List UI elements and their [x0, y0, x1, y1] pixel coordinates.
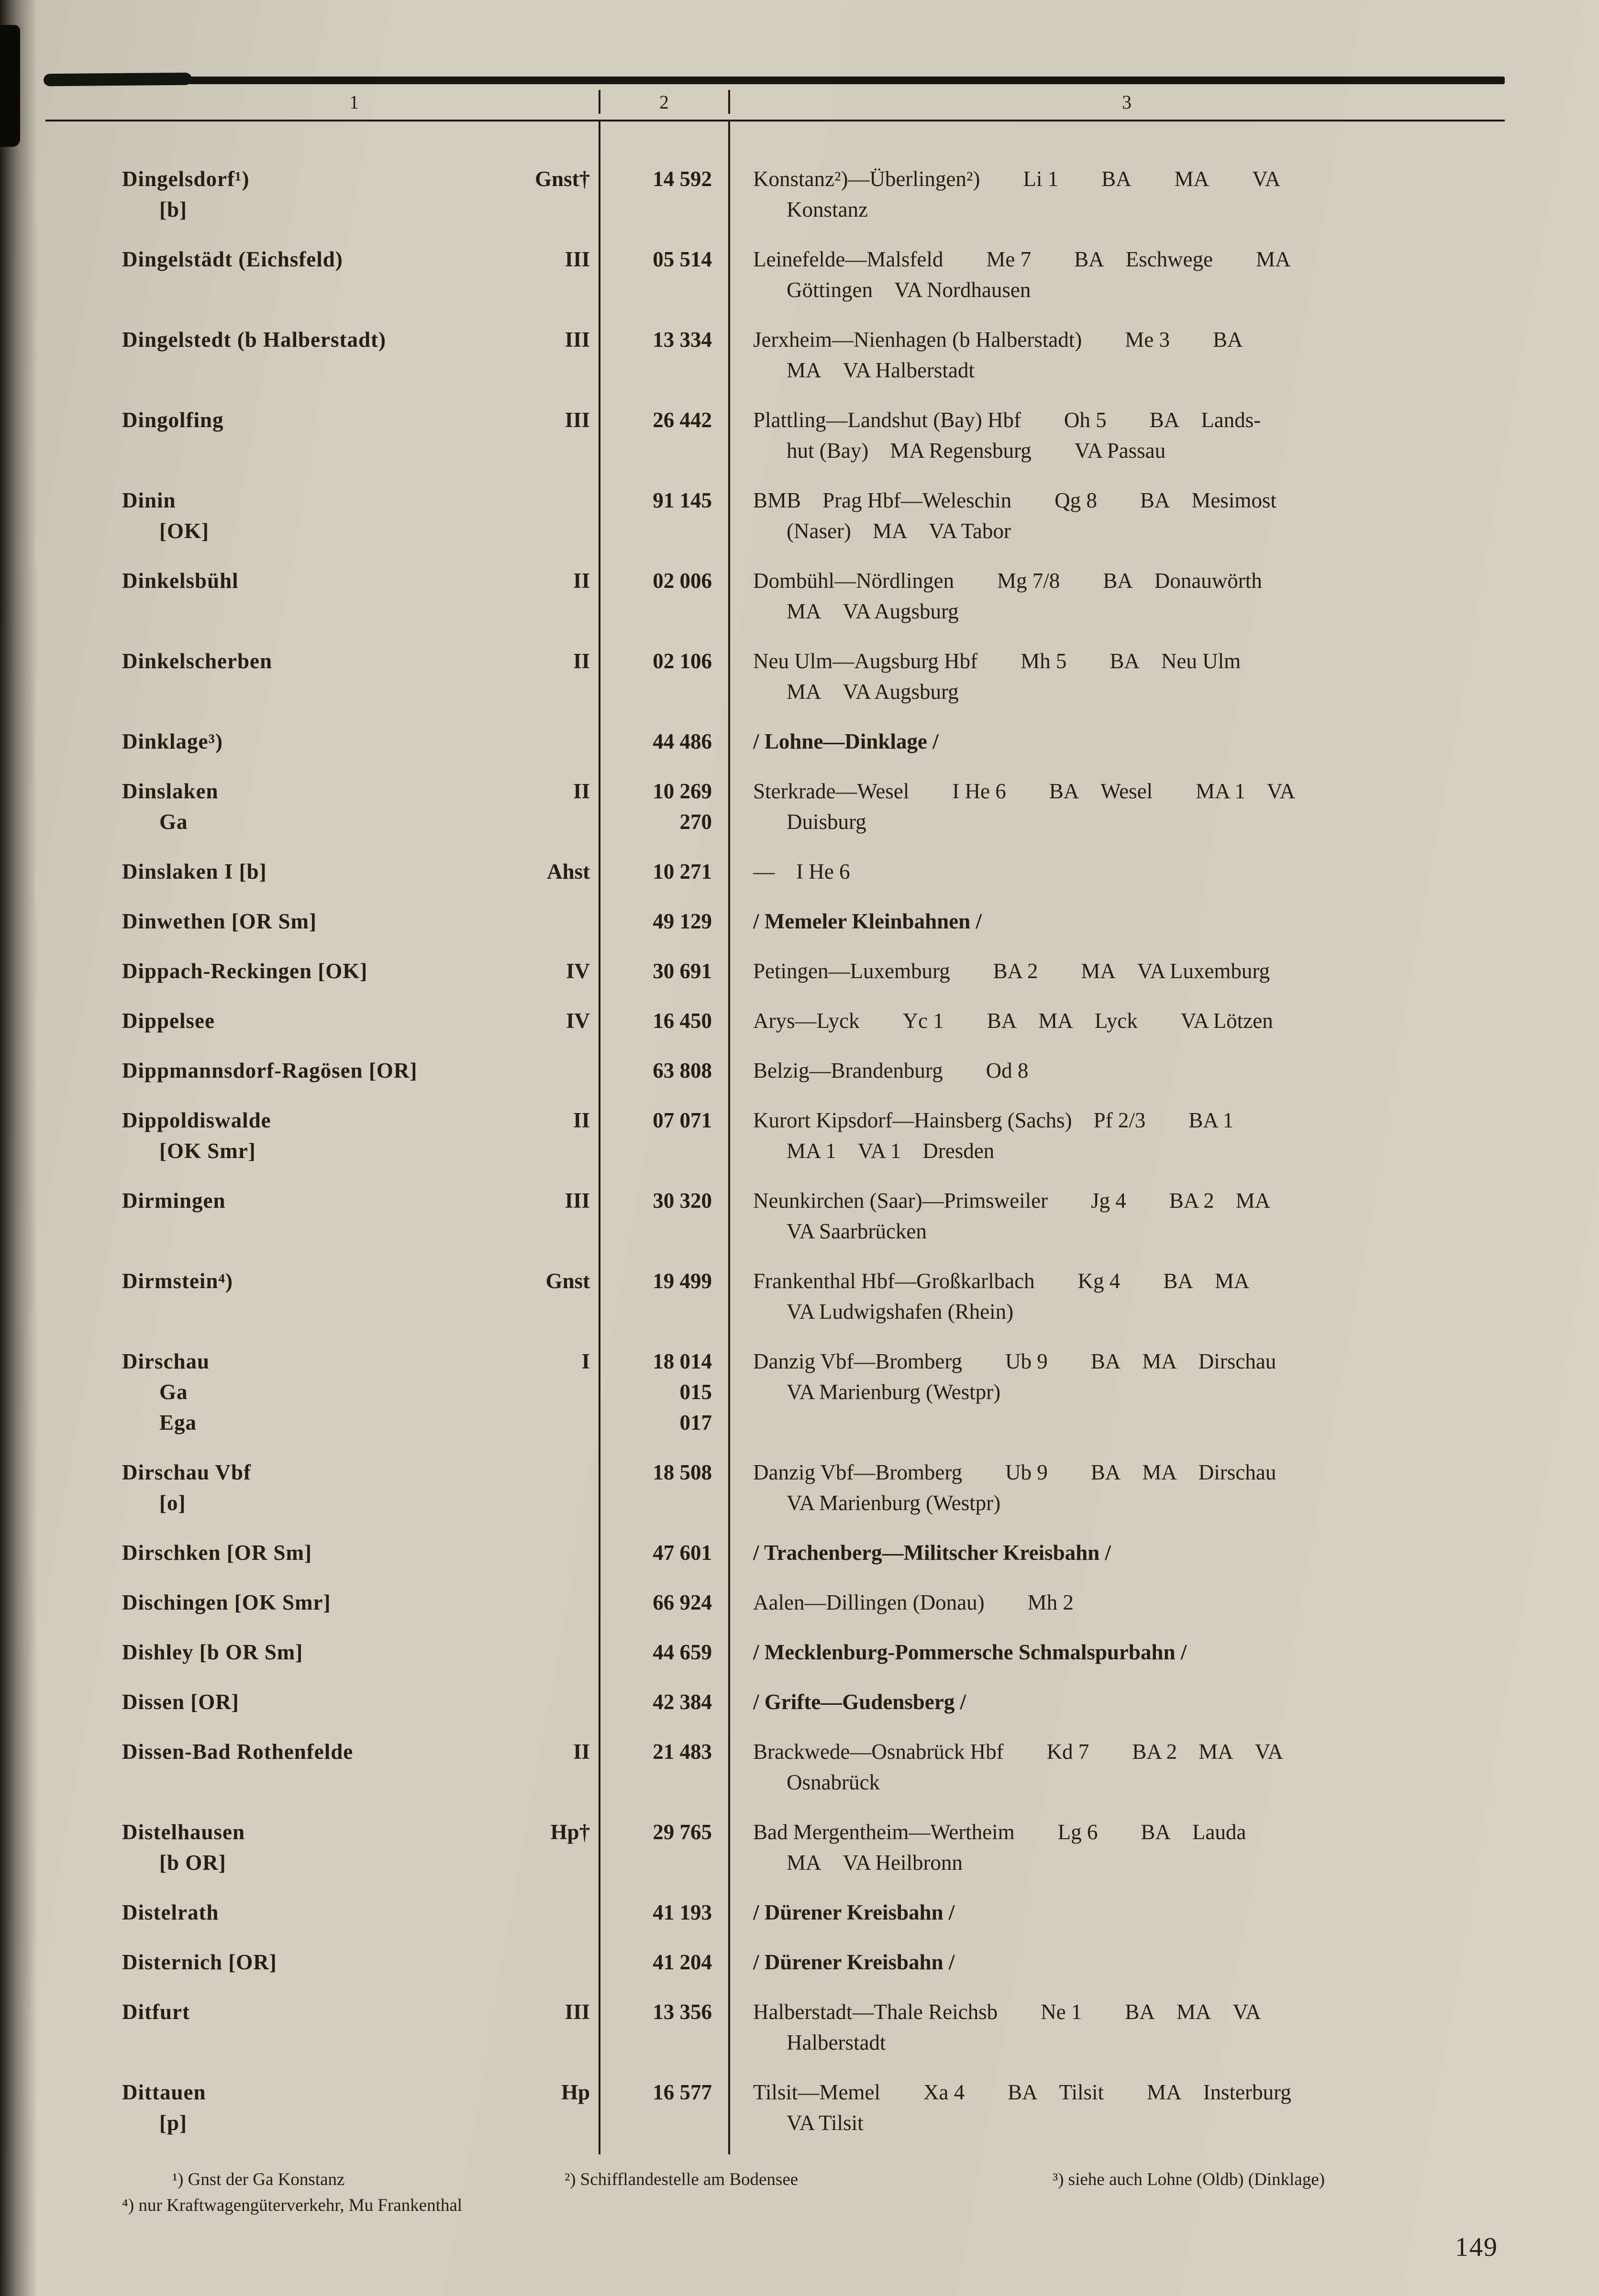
station-row: [45, 1005, 1505, 1036]
station-class: Gnst: [545, 1269, 590, 1293]
station-route: BMB Prag Hbf—Weleschin Qg 8 BA Mesimost (Naser) MA VA Tabor: [753, 488, 1277, 543]
station-name: Dinslaken I [b]: [122, 860, 267, 883]
footnotes: [45, 2168, 1505, 2224]
column-labels: [45, 84, 1505, 120]
station-class: [590, 1537, 600, 1568]
station-number: 66 924: [653, 1590, 712, 1614]
station-number: 29 765: [653, 1820, 712, 1844]
column-divider: [599, 121, 600, 2154]
name-class-cell: [122, 1637, 600, 1667]
station-row: [45, 2077, 1505, 2138]
station-route: Konstanz²)—Überlingen²) Li 1 BA MA VA Konstanz: [753, 167, 1281, 221]
station-number: 63 808: [653, 1059, 712, 1082]
station-route: Halberstadt—Thale Reichsb Ne 1 BA MA VA Halberstadt: [753, 2000, 1261, 2054]
name-class-cell: [122, 164, 600, 225]
station-row: [45, 956, 1505, 986]
station-row: [45, 1736, 1505, 1798]
station-route: Frankenthal Hbf—Großkarlbach Kg 4 BA MA VA Ludwigshafen (Rhein): [753, 1269, 1250, 1324]
station-name: Dinkelsbühl: [122, 569, 239, 593]
station-name: Dippelsee: [122, 1009, 215, 1033]
station-name: Dishley [b OR Sm]: [122, 1640, 303, 1664]
station-class: [590, 1947, 600, 1977]
station-name: Dirmingen: [122, 1189, 226, 1213]
station-number: 07 071: [653, 1108, 712, 1132]
station-row: [45, 1687, 1505, 1717]
col-label-1: 1: [349, 91, 359, 113]
header-separator: [599, 90, 600, 114]
station-route: Arys—Lyck Yc 1 BA MA Lyck VA Lötzen: [753, 1009, 1273, 1033]
station-number: 18 014 015 017: [653, 1349, 712, 1435]
station-name: Dittauen [p]: [122, 2080, 206, 2135]
station-number: 30 691: [653, 959, 712, 983]
table-header: [45, 77, 1505, 121]
station-number: 44 486: [653, 729, 712, 753]
column-divider: [728, 121, 730, 2154]
station-name: Dinkelscherben: [122, 649, 273, 673]
station-class: II: [573, 569, 590, 593]
station-class: [590, 906, 600, 937]
station-route: / Dürener Kreisbahn /: [753, 1950, 955, 1974]
station-name: Distelrath: [122, 1900, 219, 1924]
station-row: [45, 405, 1505, 466]
col-label-3: 3: [1122, 91, 1132, 113]
station-class: II: [573, 1740, 590, 1764]
station-class: [590, 1687, 600, 1717]
station-number: 41 193: [653, 1900, 712, 1924]
station-row: [45, 1346, 1505, 1438]
station-route: Dombühl—Nördlingen Mg 7/8 BA Donauwörth MA VA Augsburg: [753, 569, 1262, 623]
station-route: — I He 6: [753, 860, 850, 883]
station-number: 49 129: [653, 909, 712, 933]
station-route: / Mecklenburg-Pommersche Schmalspurbahn /: [753, 1640, 1187, 1664]
station-name: Dinin [OK]: [122, 488, 209, 543]
station-number: 41 204: [653, 1950, 712, 1974]
station-route: Danzig Vbf—Bromberg Ub 9 BA MA Dirschau VA Marienburg (Westpr): [753, 1460, 1277, 1515]
station-class: III: [565, 328, 590, 352]
name-class-cell: [122, 906, 600, 937]
station-number: 42 384: [653, 1690, 712, 1714]
name-class-cell: [122, 1266, 600, 1327]
station-route: Tilsit—Memel Xa 4 BA Tilsit MA Insterburg VA Tilsit: [753, 2080, 1291, 2135]
name-class-cell: [122, 1997, 600, 2058]
station-number: 18 508: [653, 1460, 712, 1484]
station-class: [590, 1897, 600, 1928]
station-route: Belzig—Brandenburg Od 8: [753, 1059, 1029, 1082]
station-row: [45, 1537, 1505, 1568]
station-row: [45, 164, 1505, 225]
station-row: [45, 1897, 1505, 1928]
station-class: III: [565, 247, 590, 271]
name-class-cell: [122, 1185, 600, 1247]
station-class: III: [565, 408, 590, 432]
name-class-cell: [122, 485, 600, 546]
station-route: Kurort Kipsdorf—Hainsberg (Sachs) Pf 2/3 BA 1 MA 1 VA 1 Dresden: [753, 1108, 1234, 1163]
station-class: III: [565, 2000, 590, 2024]
col-label-2: 2: [659, 91, 669, 113]
station-number: 05 514: [653, 247, 712, 271]
station-name: Ditfurt: [122, 2000, 190, 2024]
station-row: [45, 565, 1505, 627]
name-class-cell: [122, 1457, 600, 1518]
station-class: [590, 1637, 600, 1667]
station-route: / Memeler Kleinbahnen /: [753, 909, 982, 933]
station-route: / Lohne—Dinklage /: [753, 729, 939, 753]
station-row: [45, 1997, 1505, 2058]
name-class-cell: [122, 405, 600, 466]
station-name: Dinklage³): [122, 729, 223, 753]
station-class: II: [573, 779, 590, 803]
name-class-cell: [122, 856, 600, 887]
footnote-4: ⁴) nur Kraftwagengüterverkehr, Mu Frankenthal: [122, 2196, 463, 2215]
station-row: [45, 1105, 1505, 1166]
name-class-cell: [122, 726, 600, 757]
station-row: [45, 324, 1505, 386]
station-route: Danzig Vbf—Bromberg Ub 9 BA MA Dirschau VA Marienburg (Westpr): [753, 1349, 1277, 1404]
station-class: IV: [566, 1009, 590, 1033]
thick-rule: [45, 77, 1505, 84]
station-number: 44 659: [653, 1640, 712, 1664]
station-number: 10 269 270: [653, 779, 712, 834]
name-class-cell: [122, 2077, 600, 2138]
name-class-cell: [122, 646, 600, 707]
station-name: Dissen [OR]: [122, 1690, 239, 1714]
station-number: 13 356: [653, 2000, 712, 2024]
station-row: [45, 1457, 1505, 1518]
station-number: 16 577: [653, 2080, 712, 2104]
binding-edge: [0, 0, 37, 2296]
station-class: [590, 1457, 600, 1518]
station-class: [590, 1587, 600, 1618]
station-row: [45, 726, 1505, 757]
station-row: [45, 1637, 1505, 1667]
footnote-3: ³) siehe auch Lohne (Oldb) (Dinklage): [1053, 2170, 1325, 2189]
station-row: [45, 1587, 1505, 1618]
station-row: [45, 1947, 1505, 1977]
station-number: 02 106: [653, 649, 712, 673]
station-class: II: [573, 649, 590, 673]
name-class-cell: [122, 1687, 600, 1717]
station-number: 19 499: [653, 1269, 712, 1293]
name-class-cell: [122, 1105, 600, 1166]
station-class: [590, 1055, 600, 1086]
footnote-1: ¹) Gnst der Ga Konstanz: [172, 2170, 345, 2189]
station-route: Petingen—Luxemburg BA 2 MA VA Luxemburg: [753, 959, 1270, 983]
name-class-cell: [122, 1346, 600, 1438]
station-class: IV: [566, 959, 590, 983]
station-name: Dissen-Bad Rothenfelde: [122, 1740, 354, 1764]
name-class-cell: [122, 565, 600, 627]
station-number: 91 145: [653, 488, 712, 512]
station-name: Disternich [OR]: [122, 1950, 277, 1974]
station-class: I: [581, 1349, 590, 1373]
station-number: 13 334: [653, 328, 712, 352]
station-name: Dinwethen [OR Sm]: [122, 909, 317, 933]
station-name: Dippmannsdorf-Ragösen [OR]: [122, 1059, 418, 1082]
station-name: Dirmstein⁴): [122, 1269, 233, 1293]
station-route: / Dürener Kreisbahn /: [753, 1900, 955, 1924]
station-route: Brackwede—Osnabrück Hbf Kd 7 BA 2 MA VA Osnabrück: [753, 1740, 1283, 1794]
name-class-cell: [122, 956, 600, 986]
station-route: Leinefelde—Malsfeld Me 7 BA Eschwege MA Göttingen VA Nordhausen: [753, 247, 1291, 302]
station-route: Neunkirchen (Saar)—Primsweiler Jg 4 BA 2 MA VA Saarbrücken: [753, 1189, 1271, 1243]
station-route: Sterkrade—Wesel I He 6 BA Wesel MA 1 VA Duisburg: [753, 779, 1296, 834]
station-name: Dinslaken Ga: [122, 779, 219, 834]
name-class-cell: [122, 244, 600, 305]
station-number: 26 442: [653, 408, 712, 432]
name-class-cell: [122, 1587, 600, 1618]
station-row: [45, 244, 1505, 305]
station-route: Plattling—Landshut (Bay) Hbf Oh 5 BA Lands- hut (Bay) MA Regensburg VA Passau: [753, 408, 1261, 463]
name-class-cell: [122, 1055, 600, 1086]
station-class: Hp†: [550, 1820, 590, 1844]
station-number: 47 601: [653, 1541, 712, 1565]
name-class-cell: [122, 324, 600, 386]
station-class: Hp: [561, 2080, 590, 2104]
station-name: Dippoldiswalde [OK Smr]: [122, 1108, 271, 1163]
station-name: Distelhausen [b OR]: [122, 1820, 245, 1875]
station-row: [45, 1055, 1505, 1086]
station-number: 02 006: [653, 569, 712, 593]
station-route: Jerxheim—Nienhagen (b Halberstadt) Me 3 BA MA VA Halberstadt: [753, 328, 1243, 382]
station-name: Dingelstädt (Eichsfeld): [122, 247, 343, 271]
station-name: Dirschau Vbf [o]: [122, 1460, 251, 1515]
footnote-2: ²) Schifflandestelle am Bodensee: [565, 2170, 799, 2189]
station-number: 21 483: [653, 1740, 712, 1764]
station-route: Aalen—Dillingen (Donau) Mh 2: [753, 1590, 1074, 1614]
station-route: Neu Ulm—Augsburg Hbf Mh 5 BA Neu Ulm MA VA Augsburg: [753, 649, 1241, 704]
binding-notch: [0, 25, 20, 147]
page-number: 149: [1455, 2232, 1498, 2262]
station-name: Dingolfing: [122, 408, 224, 432]
name-class-cell: [122, 1947, 600, 1977]
station-name: Dischingen [OK Smr]: [122, 1590, 331, 1614]
station-route: / Grifte—Gudensberg /: [753, 1690, 966, 1714]
station-row: [45, 1185, 1505, 1247]
name-class-cell: [122, 1736, 600, 1798]
name-class-cell: [122, 1537, 600, 1568]
station-class: [590, 485, 600, 546]
station-name: Dirschken [OR Sm]: [122, 1541, 312, 1565]
header-separator: [728, 90, 730, 114]
station-route: / Trachenberg—Militscher Kreisbahn /: [753, 1541, 1111, 1565]
station-name: Dingelstedt (b Halberstadt): [122, 328, 386, 352]
station-name: Dingelsdorf¹) [b]: [122, 167, 250, 221]
station-row: [45, 1266, 1505, 1327]
page: [45, 77, 1505, 2263]
station-row: [45, 646, 1505, 707]
station-class: Gnst†: [534, 167, 590, 191]
station-number: 10 271: [653, 860, 712, 883]
station-class: Ahst: [546, 860, 590, 883]
station-number: 30 320: [653, 1189, 712, 1213]
station-name: Dirschau Ga Ega: [122, 1349, 210, 1435]
name-class-cell: [122, 1897, 600, 1928]
station-table: [45, 121, 1505, 2138]
station-number: 16 450: [653, 1009, 712, 1033]
station-number: 14 592: [653, 167, 712, 191]
station-row: [45, 1817, 1505, 1878]
station-row: [45, 906, 1505, 937]
name-class-cell: [122, 1817, 600, 1878]
station-class: [590, 726, 600, 757]
station-row: [45, 485, 1505, 546]
name-class-cell: [122, 1005, 600, 1036]
name-class-cell: [122, 776, 600, 837]
station-row: [45, 776, 1505, 837]
station-row: [45, 856, 1505, 887]
station-class: III: [565, 1189, 590, 1213]
station-class: II: [573, 1108, 590, 1132]
station-route: Bad Mergentheim—Wertheim Lg 6 BA Lauda MA VA Heilbronn: [753, 1820, 1246, 1875]
station-name: Dippach-Reckingen [OK]: [122, 959, 368, 983]
